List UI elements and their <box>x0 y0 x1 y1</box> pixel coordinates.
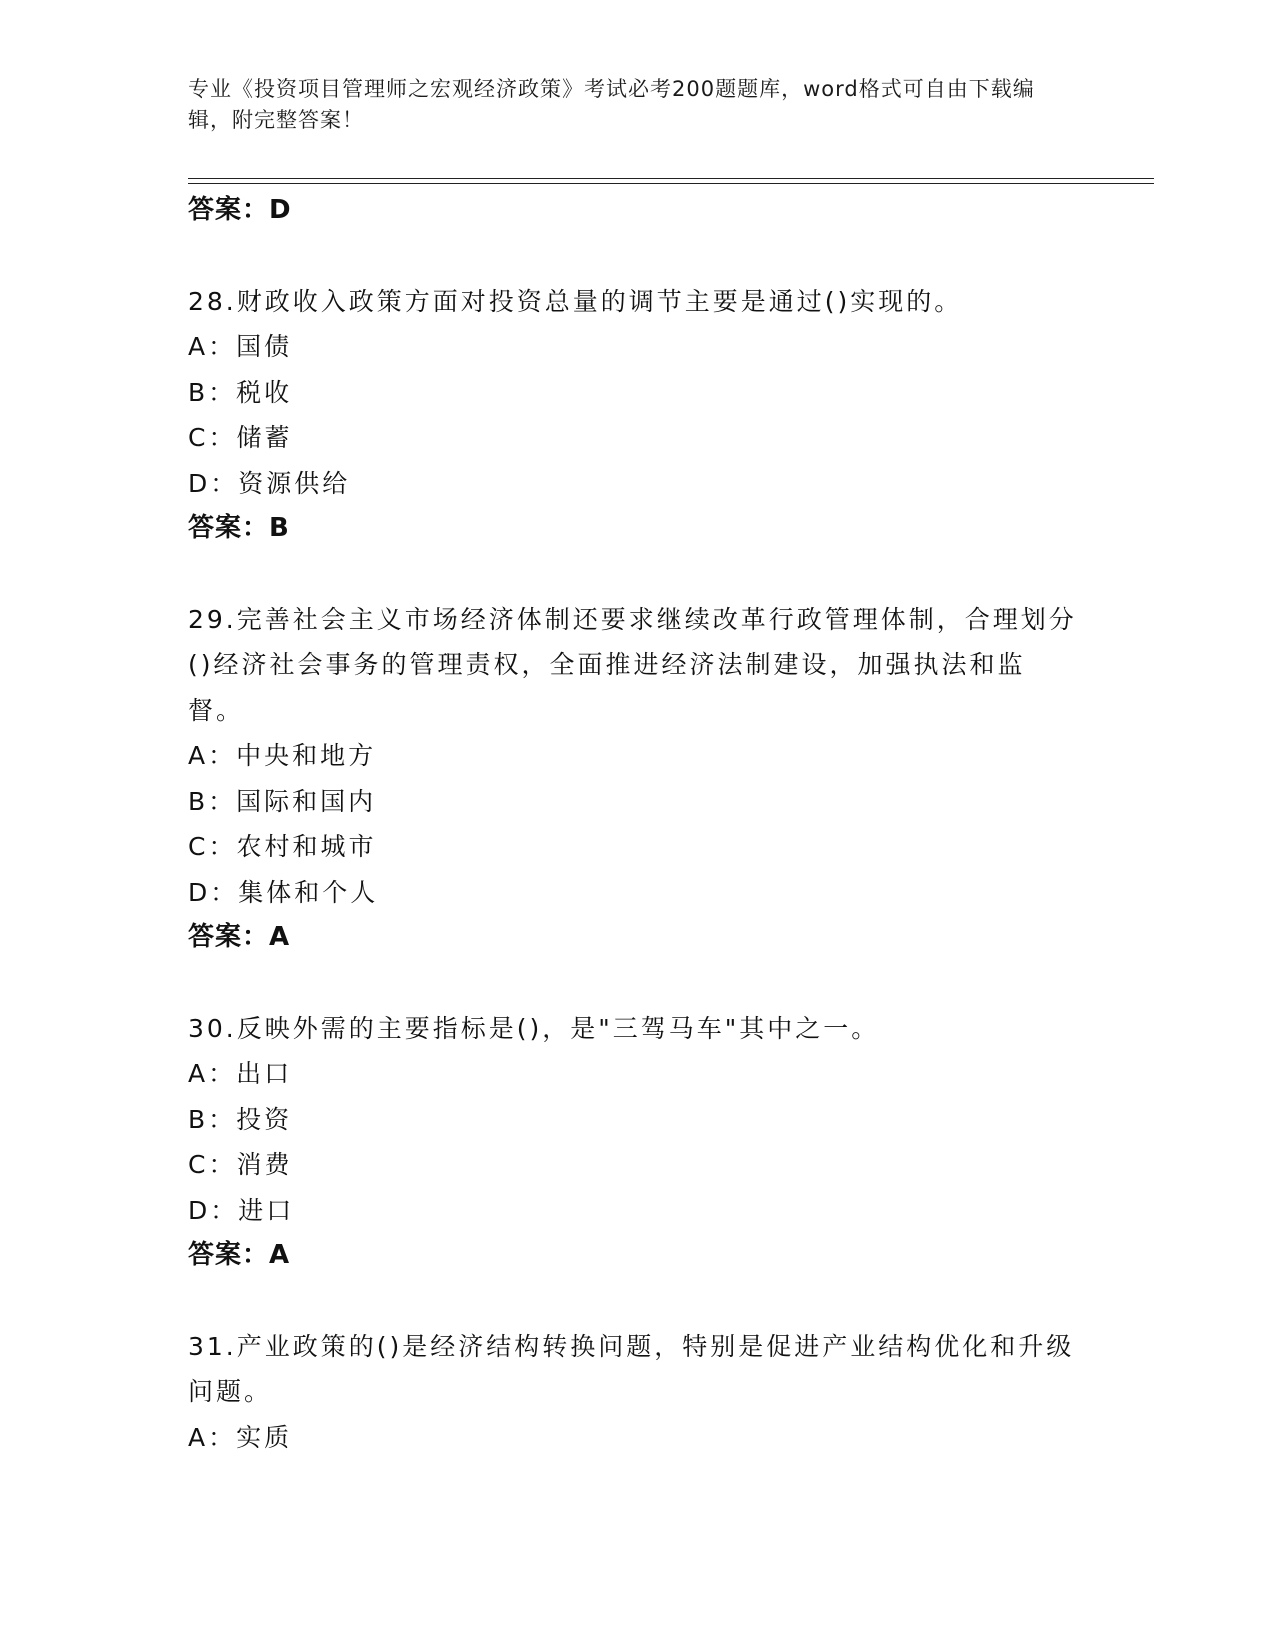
spacer <box>188 552 1088 597</box>
answer-line: 答案：A <box>188 922 291 952</box>
question-text: 28.财政收入政策方面对投资总量的调节主要是通过()实现的。 <box>188 286 963 316</box>
option-c: C：储蓄 <box>188 423 293 452</box>
document-header: 专业《投资项目管理师之宏观经济政策》考试必考200题题库，word格式可自由下载编辑，附完整答案！ <box>188 77 1035 132</box>
option-a: A：国债 <box>188 332 293 361</box>
spacer <box>188 961 1088 1006</box>
option-c: C：消费 <box>188 1150 293 1179</box>
question-list <box>188 188 1088 1460</box>
answer-line: 答案：D <box>188 195 292 225</box>
option-b: B：国际和国内 <box>188 786 377 816</box>
spacer <box>188 234 1088 279</box>
option-c: C：农村和城市 <box>188 832 377 861</box>
option-b: B：税收 <box>188 377 293 407</box>
option-a: A：出口 <box>188 1059 293 1088</box>
option-b: B：投资 <box>188 1104 293 1134</box>
header-rule-top <box>188 178 1154 179</box>
question-text: 30.反映外需的主要指标是()，是"三驾马车"其中之一。 <box>188 1013 880 1043</box>
option-d: D：集体和个人 <box>188 877 379 907</box>
question-text: 29.完善社会主义市场经济体制还要求继续改革行政管理体制，合理划分()经济社会事务的管理责权，全面推进经济法制建设，加强执法和监督。 <box>188 604 1077 725</box>
header-rule-bottom <box>188 183 1154 184</box>
option-a: A：中央和地方 <box>188 741 377 770</box>
question-text: 31.产业政策的()是经济结构转换问题，特别是促进产业结构优化和升级问题。 <box>188 1331 1075 1406</box>
answer-line: 答案：A <box>188 1240 291 1270</box>
option-d: D：资源供给 <box>188 468 351 498</box>
spacer <box>188 1279 1088 1324</box>
option-d: D：进口 <box>188 1195 295 1225</box>
option-a: A：实质 <box>188 1422 293 1452</box>
answer-line: 答案：B <box>188 513 290 543</box>
